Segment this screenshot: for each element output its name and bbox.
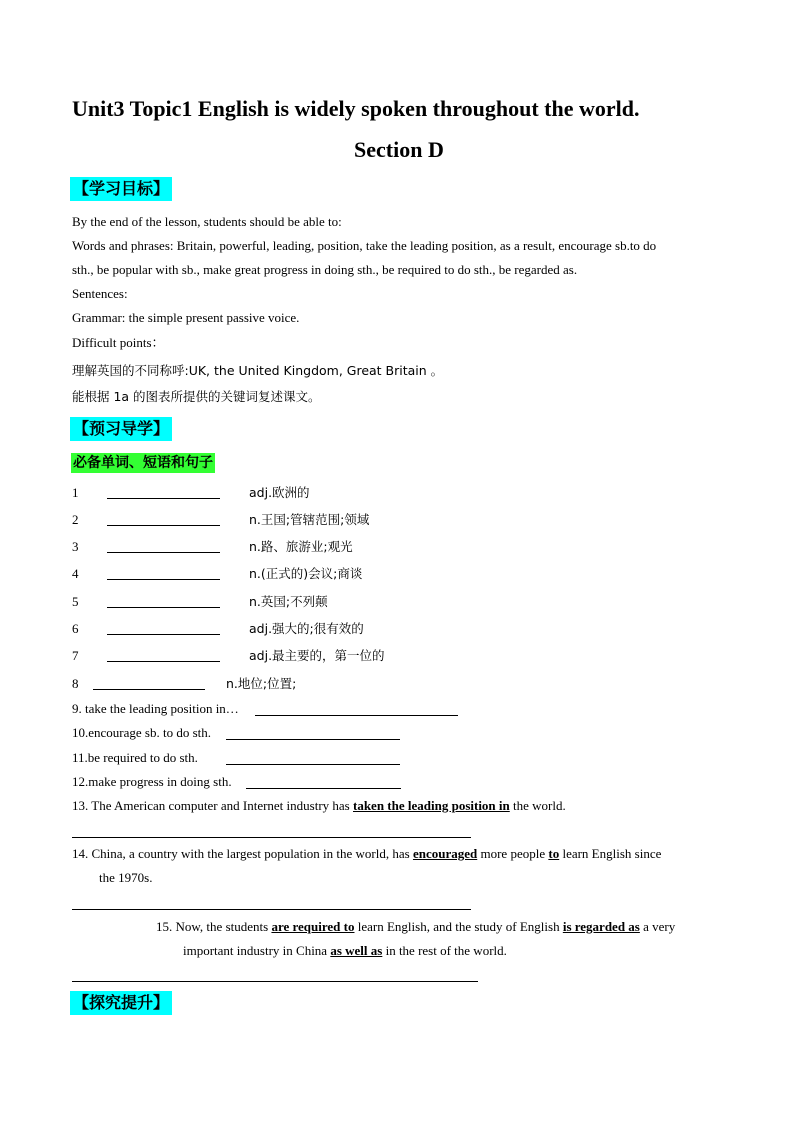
vocab-number: 7 xyxy=(72,648,79,663)
phrase-item: 10.encourage sb. to do sth. xyxy=(72,725,212,740)
preview-heading: 【预习导学】 xyxy=(70,417,172,441)
vocab-answer-blank[interactable] xyxy=(93,677,205,690)
sentence-13 xyxy=(72,797,566,815)
section-subtitle: Section D xyxy=(354,137,444,162)
explore-heading: 【探究提升】 xyxy=(70,991,172,1015)
key-phrase: to xyxy=(548,846,560,861)
translation-line[interactable] xyxy=(72,909,471,910)
vocab-number: 4 xyxy=(72,566,79,581)
vocab-answer-blank[interactable] xyxy=(107,486,220,499)
sentence-text: 13. The American computer and Internet industry has xyxy=(72,798,353,813)
phrase-answer-blank[interactable] xyxy=(226,727,400,740)
sentence-15-line2 xyxy=(183,942,507,960)
sentence-14-line2: the 1970s. xyxy=(99,870,153,885)
translation-line[interactable] xyxy=(72,981,478,982)
phrase-answer-blank[interactable] xyxy=(246,776,401,789)
preview-subheading: 必备单词、短语和句子 xyxy=(73,455,213,471)
vocab-answer-blank[interactable] xyxy=(107,649,220,662)
vocab-number: 1 xyxy=(72,485,79,500)
sentence-text: important industry in China xyxy=(183,943,331,958)
vocab-meaning: adj.最主要的，第一位的 xyxy=(249,648,385,663)
phrase-item: 11.be required to do sth. xyxy=(72,750,198,765)
sentence-text: 15. Now, the students xyxy=(156,919,272,934)
vocab-meaning: n.王国;管辖范围;领域 xyxy=(249,512,370,527)
vocab-number: 5 xyxy=(72,594,79,609)
vocab-number: 2 xyxy=(72,512,79,527)
key-phrase: as well as xyxy=(330,943,383,958)
vocab-answer-blank[interactable] xyxy=(107,540,220,553)
phrase-answer-blank[interactable] xyxy=(255,703,458,716)
sentence-text: in the rest of the world. xyxy=(382,943,507,958)
vocab-meaning: n.地位;位置; xyxy=(226,676,297,691)
sentence-text: 14. China, a country with the largest population in the world, has xyxy=(72,846,413,861)
sentence-text: a very xyxy=(639,919,676,934)
key-phrase: encouraged xyxy=(412,846,478,861)
key-phrase: taken the leading position in xyxy=(353,798,510,813)
goals-heading: 【学习目标】 xyxy=(70,177,172,201)
key-phrase: is regarded as xyxy=(562,919,640,934)
goals-words-line1: Words and phrases: Britain, powerful, leading, position, take the leading position, as a result, encourage sb.to do xyxy=(72,238,657,253)
vocab-meaning: n.路、旅游业;观光 xyxy=(249,539,353,554)
phrase-item: 9. take the leading position in… xyxy=(72,701,239,716)
translation-line[interactable] xyxy=(72,837,471,838)
sentence-text: learn English, and the study of English xyxy=(354,919,563,934)
sentence-15 xyxy=(156,918,675,936)
vocab-meaning: adj.强大的;很有效的 xyxy=(249,621,364,636)
goals-difficult-1: 理解英国的不同称呼:UK, the United Kingdom, Great Britain 。 xyxy=(72,363,444,378)
goals-intro: By the end of the lesson, students should be able to: xyxy=(72,214,342,229)
sentence-text: learn English since xyxy=(559,846,662,861)
vocab-answer-blank[interactable] xyxy=(107,513,220,526)
phrase-answer-blank[interactable] xyxy=(226,752,400,765)
goals-words-line2: sth., be popular with sb., make great progress in doing sth., be required to do sth., be regarded as. xyxy=(72,262,578,277)
page-title: Unit3 Topic1 English is widely spoken throughout the world. xyxy=(72,96,640,121)
vocab-meaning: n.(正式的)会议;商谈 xyxy=(249,566,363,581)
vocab-meaning: adj.欧洲的 xyxy=(249,485,310,500)
vocab-answer-blank[interactable] xyxy=(107,595,220,608)
goals-difficult-2: 能根据 1a 的图表所提供的关键词复述课文。 xyxy=(72,389,321,404)
vocab-answer-blank[interactable] xyxy=(107,567,220,580)
vocab-number: 3 xyxy=(72,539,79,554)
phrase-item: 12.make progress in doing sth. xyxy=(72,774,232,789)
vocab-meaning: n.英国;不列颠 xyxy=(249,594,328,609)
vocab-answer-blank[interactable] xyxy=(107,622,220,635)
sentence-text: more people xyxy=(477,846,549,861)
vocab-number: 8 xyxy=(72,676,79,691)
key-phrase: are required to xyxy=(271,919,355,934)
sentence-14 xyxy=(72,845,661,863)
goals-sentences: Sentences: xyxy=(72,286,128,301)
sentence-text: the world. xyxy=(509,798,566,813)
goals-grammar: Grammar: the simple present passive voice. xyxy=(72,310,300,325)
goals-difficult: Difficult points： xyxy=(72,335,165,350)
vocab-number: 6 xyxy=(72,621,79,636)
